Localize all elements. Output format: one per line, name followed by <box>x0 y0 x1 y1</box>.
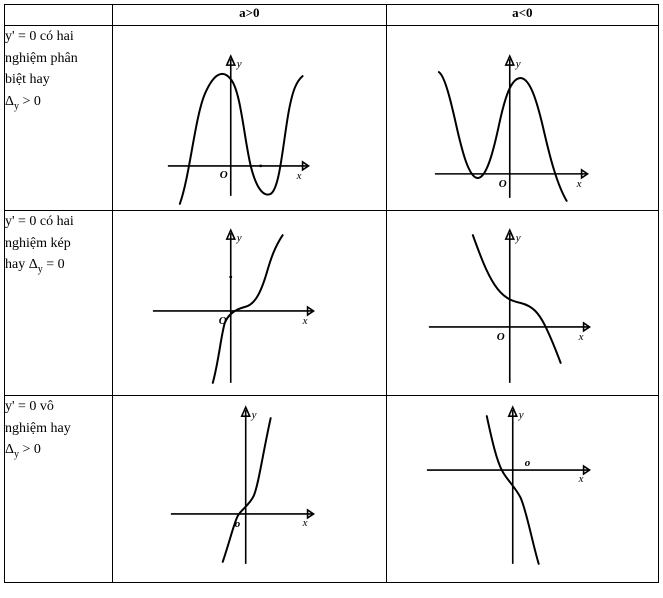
label-line-delta <box>5 439 112 462</box>
delta-relation: > 0 <box>22 442 41 458</box>
table-row <box>5 26 659 211</box>
label-line: nghiệm kép <box>5 235 71 251</box>
graph-cell-no-roots-positive <box>113 396 386 583</box>
plot-wrap <box>387 211 658 395</box>
graph-cubic-monotone-decreasing-negative-leading <box>387 396 658 582</box>
x-axis-label: x <box>578 330 584 343</box>
y-axis-label: y <box>515 232 521 245</box>
table-head <box>5 5 659 26</box>
origin-label: o <box>234 517 241 530</box>
label-line: y' = 0 vô <box>5 399 54 414</box>
header-a-negative: a<0 <box>386 5 658 26</box>
graph-cubic-two-critical-points-positive-leading <box>113 26 385 210</box>
origin-label: O <box>219 168 228 181</box>
origin-label: O <box>218 314 227 327</box>
x-axis-label: x <box>576 177 582 190</box>
header-a-positive: a>0 <box>113 5 386 26</box>
table-row <box>5 396 659 583</box>
delta-symbol: Δ <box>5 442 15 458</box>
label-line: nghiệm phân <box>5 50 78 66</box>
axis-tick <box>230 276 233 279</box>
header-empty <box>5 5 113 26</box>
delta-subscript: y <box>14 449 20 461</box>
y-axis-label: y <box>518 409 524 422</box>
graph-cell-no-roots-negative <box>386 396 658 583</box>
y-axis-label: y <box>251 409 257 422</box>
graph-cubic-two-critical-points-negative-leading <box>387 26 658 210</box>
delta-subscript: y <box>37 264 43 276</box>
delta-symbol: Δ <box>28 257 38 273</box>
plot-wrap <box>387 396 658 582</box>
classification-table <box>4 4 659 583</box>
x-axis-label: x <box>296 169 302 182</box>
label-line-delta <box>5 91 112 114</box>
x-axis-label: x <box>578 473 584 486</box>
row-label-double-root <box>5 211 113 396</box>
header-row <box>5 5 659 26</box>
plot-wrap <box>113 211 385 395</box>
row-label-two-distinct-roots <box>5 26 113 211</box>
delta-symbol: Δ <box>5 94 15 110</box>
label-line: y' = 0 có hai <box>5 29 74 44</box>
label-line-delta: hay $\Delta_y = 0$ <box>5 257 65 276</box>
label-line: y' = 0 có hai <box>5 214 74 229</box>
origin-label: o <box>524 457 530 470</box>
x-axis-label: x <box>302 314 308 327</box>
plot-wrap <box>387 26 658 210</box>
cubic-curve <box>223 418 271 562</box>
graph-cell-two-distinct-roots-negative <box>386 26 658 211</box>
graph-cell-two-distinct-roots-positive <box>113 26 386 211</box>
y-axis-label: y <box>515 58 521 71</box>
cubic-curve <box>213 235 283 383</box>
graph-cubic-inflection-increasing-positive-leading <box>113 211 385 395</box>
plot-wrap <box>113 396 385 582</box>
table-row <box>5 211 659 396</box>
origin-label: O <box>498 177 507 190</box>
cubic-curve <box>472 235 560 363</box>
delta-relation: > 0 <box>22 94 41 110</box>
table-body <box>5 26 659 583</box>
y-axis-label: y <box>236 58 242 71</box>
y-axis-label: y <box>236 232 242 245</box>
graph-cell-double-root-negative <box>386 211 658 396</box>
plot-wrap <box>113 26 385 210</box>
label-line: biệt hay <box>5 72 50 88</box>
graph-cubic-monotone-increasing-positive-leading <box>113 396 385 582</box>
root-marker <box>259 164 262 167</box>
graph-cubic-inflection-decreasing-negative-leading <box>387 211 658 395</box>
graph-cell-double-root-positive <box>113 211 386 396</box>
delta-relation: = 0 <box>46 257 65 273</box>
origin-label: O <box>496 330 505 343</box>
label-line: nghiệm hay <box>5 420 71 436</box>
cubic-curve <box>180 74 303 204</box>
x-axis-label: x <box>302 516 308 529</box>
row-label-no-roots <box>5 396 113 583</box>
delta-subscript: y <box>14 100 20 112</box>
